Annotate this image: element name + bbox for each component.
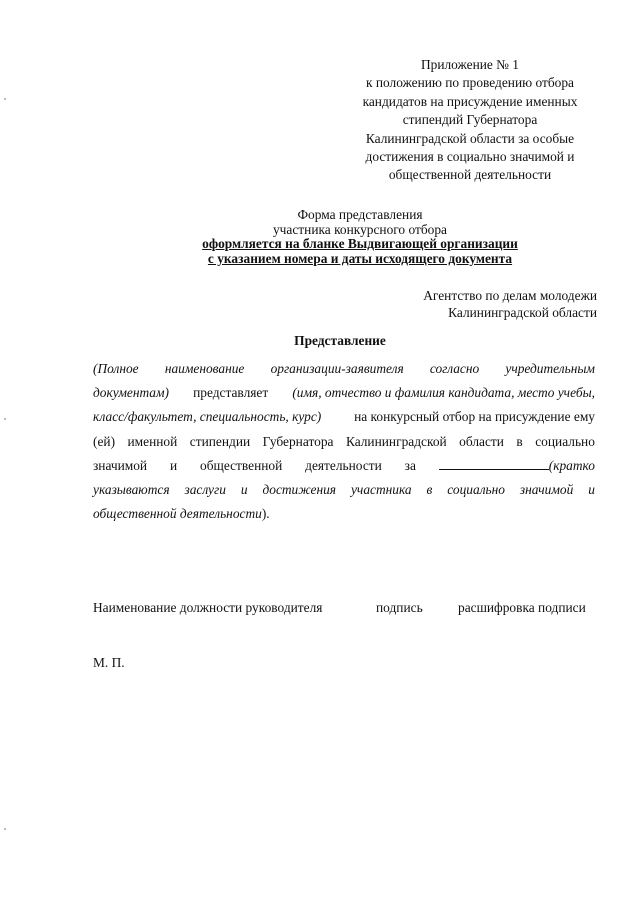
body-word: и — [169, 457, 178, 473]
form-note-line: участника конкурсного отбора — [272, 221, 447, 237]
body-word: области — [459, 433, 504, 449]
body-word: учредительным — [505, 361, 595, 376]
body-line — [93, 430, 595, 454]
body-word: именной — [127, 433, 178, 449]
body-line — [93, 381, 595, 405]
form-note — [100, 208, 620, 266]
body-word: социально — [447, 481, 505, 497]
body-word: деятельности — [305, 457, 382, 473]
signature-position-label: Наименование должности руководителя — [93, 600, 323, 615]
body-fragment: представляет — [193, 385, 269, 401]
body-fragment: на конкурсный отбор на присуждение ему — [354, 409, 595, 425]
scan-mark — [4, 98, 6, 100]
recipient-line: Калининградской области — [448, 304, 597, 320]
form-note-requirement: с указанием номера и даты исходящего документа — [207, 250, 513, 266]
body-word: Калининградской — [345, 433, 447, 449]
body-fragment: документам) — [93, 385, 170, 401]
appendix-line: Приложение № 1 — [420, 57, 520, 72]
blank-underline — [439, 458, 549, 470]
body-word: наименование — [164, 361, 245, 376]
document-title: Представление — [294, 333, 386, 348]
body-word: в — [516, 433, 523, 449]
body-word: согласно — [429, 361, 480, 376]
recipient-block — [380, 288, 597, 321]
appendix-line: Калининградской области за особые — [365, 130, 575, 146]
body-word: заслуги — [184, 481, 226, 497]
form-note-requirement: оформляется на бланке Выдвигающей организации — [202, 236, 518, 251]
body-word: и — [240, 481, 248, 497]
body-word: и — [588, 481, 595, 497]
signature-decode-label: расшифровка подписи — [458, 600, 586, 615]
appendix-line: к положению по проведению отбора — [365, 75, 575, 91]
body-word: (Полное — [93, 361, 139, 376]
body-word: социально — [535, 433, 595, 449]
appendix-line: кандидатов на присуждение именных — [362, 93, 578, 109]
scan-mark — [4, 828, 6, 830]
body-word: стипендии — [189, 433, 251, 449]
body-fragment: (имя, отчество и фамилия кандидата, место учебы, — [292, 385, 595, 401]
body-fragment: общественной деятельности — [93, 506, 262, 522]
body-word: (ей) — [93, 433, 116, 449]
body-word: достижения — [262, 481, 337, 497]
appendix-header — [330, 56, 610, 185]
body-word: участника — [350, 481, 412, 497]
appendix-line: общественной деятельности — [388, 167, 552, 183]
body-line — [93, 405, 595, 429]
stamp-placeholder: М. П. — [93, 655, 125, 670]
body-word: в — [426, 481, 433, 497]
body-line — [93, 478, 595, 502]
body-word: значимой — [519, 481, 574, 497]
body-fragment: (кратко — [548, 457, 595, 473]
period-blank — [439, 454, 595, 478]
signature-sign-label: подпись — [376, 600, 423, 615]
form-note-line: Форма представления — [297, 207, 423, 222]
appendix-line: стипендий Губернатора — [402, 112, 538, 128]
recipient-line: Агентство по делам молодежи — [423, 288, 597, 303]
body-line — [93, 502, 595, 526]
scan-mark — [4, 418, 6, 420]
body-line — [93, 357, 595, 381]
body-fragment: класс/факультет, специальность, курс) — [93, 409, 322, 425]
body-word: общественной — [200, 457, 283, 473]
body-fragment: ). — [261, 506, 270, 522]
body-word: значимой — [93, 457, 148, 473]
body-word: организации-заявителя — [270, 361, 404, 376]
appendix-line: достижения в социально значимой и — [365, 149, 575, 165]
body-paragraph — [93, 357, 595, 526]
body-word: за — [404, 457, 416, 473]
body-word: Губернатора — [262, 433, 334, 449]
body-line — [93, 454, 595, 478]
body-word: указываются — [93, 481, 170, 497]
